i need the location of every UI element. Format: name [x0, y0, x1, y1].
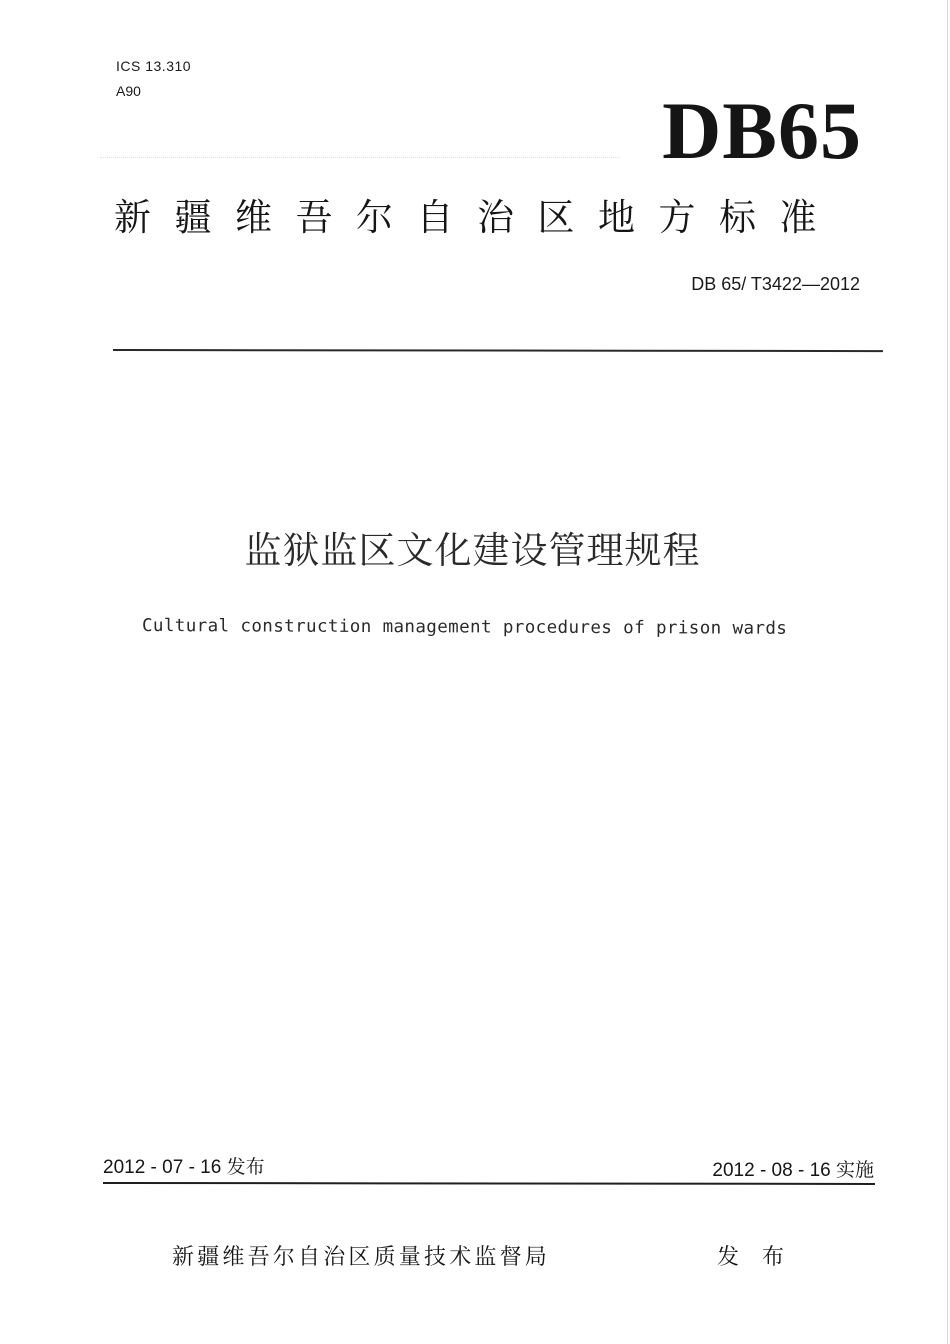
header-divider [113, 349, 883, 352]
footer-divider [103, 1182, 875, 1185]
ics-code: ICS 13.310 [116, 58, 192, 74]
scan-edge [947, 0, 948, 1344]
issue-date: 2012 - 07 - 16 发布 [103, 1157, 265, 1178]
classification-code: A90 [116, 83, 141, 99]
publish-label: 发 布 [717, 1245, 792, 1270]
standard-authority-heading: 新疆维吾尔自治区地方标准 [114, 196, 840, 239]
document-title-en: Cultural construction management procedures of prison wards [141, 616, 788, 639]
scan-dotted-line [100, 157, 620, 158]
document-title-cn: 监狱监区文化建设管理规程 [244, 529, 701, 572]
standard-number: DB 65/ T3422—2012 [691, 274, 860, 294]
publisher-name: 新疆维吾尔自治区质量技术监督局 [172, 1245, 551, 1270]
standard-logo: DB65 [662, 85, 862, 176]
implementation-date: 2012 - 08 - 16 实施 [712, 1160, 874, 1181]
